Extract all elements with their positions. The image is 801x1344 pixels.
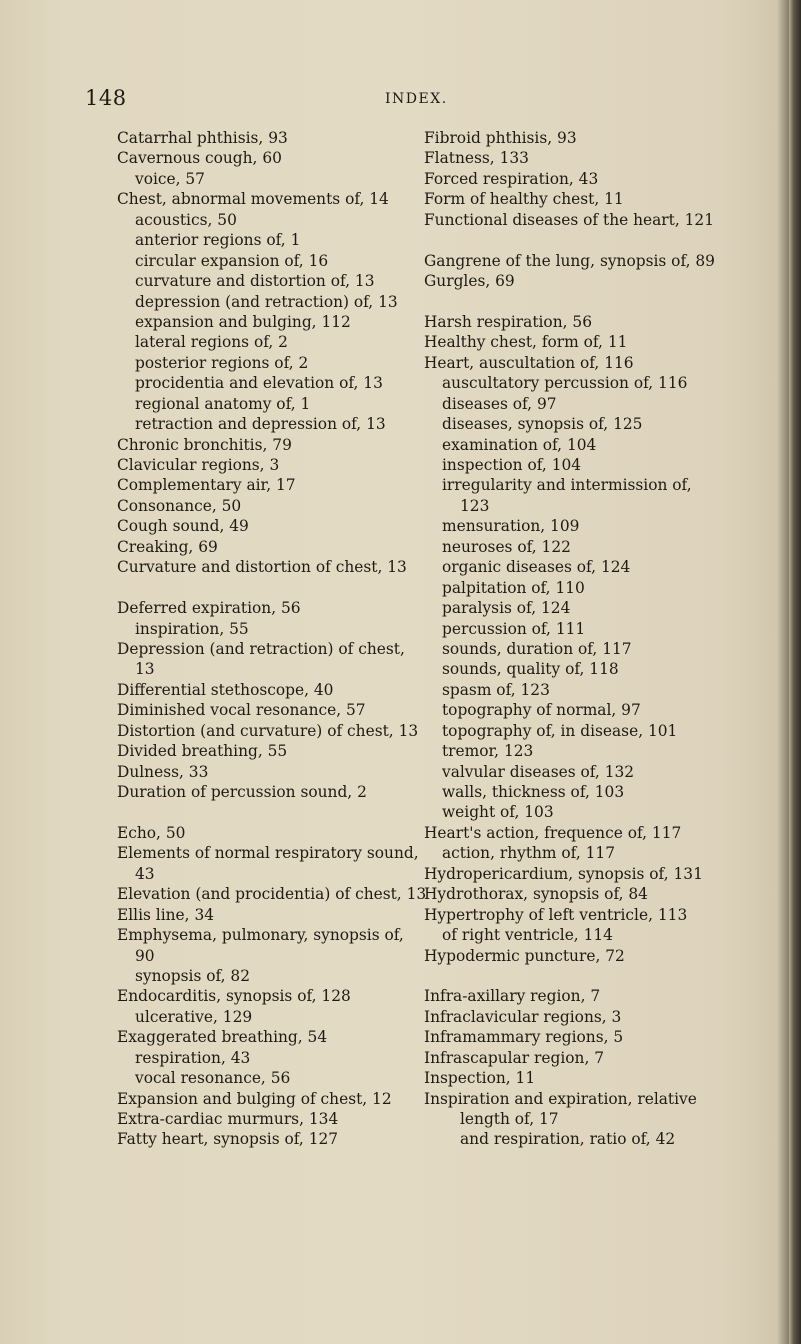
index-subentry: inspiration, 55 [135,619,249,638]
section-gap [117,578,417,598]
index-entry: Deferred expiration, 56 [117,599,301,618]
index-subentry: examination of, 104 [442,435,597,454]
index-entry: Chronic bronchitis, 79 [117,435,292,454]
index-entry: Cavernous cough, 60 [117,149,282,168]
index-subentry: sounds, quality of, 118 [442,660,619,679]
index-subentry: voice, 57 [135,169,205,188]
section-gap [424,966,784,986]
index-subentry: valvular diseases of, 132 [442,762,635,781]
index-subentry: irregularity and intermission of, [442,476,692,495]
page-header [0,86,790,116]
index-entry: Elements of normal respiratory sound, [117,844,419,863]
index-subentry: mensuration, 109 [442,517,580,536]
index-entry: Divided breathing, 55 [117,742,288,761]
index-entry: Gangrene of the lung, synopsis of, 89 [424,251,715,270]
index-entry: Infra-axillary region, 7 [424,987,601,1006]
index-entry: Fatty heart, synopsis of, 127 [117,1130,339,1149]
index-entry: Creaking, 69 [117,537,218,556]
index-subentry: depression (and retraction) of, 13 [135,292,398,311]
index-entry: Cough sound, 49 [117,517,249,536]
index-entry: Clavicular regions, 3 [117,456,280,474]
index-subentry: lateral regions of, 2 [135,333,288,352]
index-entry: Diminished vocal resonance, 57 [117,701,366,720]
index-entry: Hypodermic puncture, 72 [424,946,625,965]
index-subentry: paralysis of, 124 [442,599,571,618]
index-entry: Form of healthy chest, 11 [424,190,624,209]
index-entry: Inframammary regions, 5 [424,1028,624,1047]
index-subentry: synopsis of, 82 [135,966,251,985]
index-subentry: respiration, 43 [135,1048,251,1067]
index-subentry: spasm of, 123 [442,680,550,699]
index-entry: Inspiration and expiration, relative [424,1089,697,1108]
index-entry: Inspection, 11 [424,1069,536,1088]
index-subentry: topography of normal, 97 [442,701,641,720]
index-entry: Ellis line, 34 [117,905,215,924]
index-column-left [117,128,427,1150]
section-gap [424,230,784,250]
index-subentry: anterior regions of, 1 [135,231,301,250]
index-entry: Emphysema, pulmonary, synopsis of, [117,926,404,945]
index-column-right [424,128,784,1150]
index-subentry: posterior regions of, 2 [135,353,309,372]
index-entry: Functional diseases of the heart, 121 [424,210,715,229]
index-entry: Gurgles, 69 [424,272,515,291]
section-gap [424,292,784,312]
index-subentry: curvature and distortion of, 13 [135,272,375,291]
index-entry: Chest, abnormal movements of, 14 [117,190,389,209]
index-subentry: length of, 17 [460,1110,559,1128]
index-entry: Echo, 50 [117,823,186,842]
index-subentry: and respiration, ratio of, 42 [460,1130,676,1149]
index-subentry: circular expansion of, 16 [135,251,329,270]
index-entry: Hydrothorax, synopsis of, 84 [424,885,648,904]
page-edge-shadow [789,0,801,1344]
index-subentry: procidentia and elevation of, 13 [135,374,383,393]
index-entry: Differential stethoscope, 40 [117,680,334,699]
index-entry: Complementary air, 17 [117,476,296,495]
index-subentry: weight of, 103 [442,803,554,822]
index-entry: Heart, auscultation of, 116 [424,353,634,372]
index-subentry: 123 [460,496,490,515]
index-entry: Extra-cardiac murmurs, 134 [117,1110,339,1128]
index-entry: Infrascapular region, 7 [424,1048,605,1067]
index-subentry: neuroses of, 122 [442,537,571,556]
index-subentry: 43 [135,864,155,883]
index-subentry: acoustics, 50 [135,210,237,229]
index-entry: Dulness, 33 [117,762,209,781]
index-entry: Elevation (and procidentia) of chest, 13 [117,885,427,904]
index-subentry: of right ventricle, 114 [442,926,613,945]
index-subentry: vocal resonance, 56 [135,1069,291,1088]
index-entry: Exaggerated breathing, 54 [117,1028,328,1047]
index-subentry: 13 [135,660,155,679]
index-subentry: inspection of, 104 [442,456,582,474]
index-subentry: organic diseases of, 124 [442,558,631,577]
index-entry: Harsh respiration, 56 [424,312,592,331]
index-entry: Expansion and bulging of chest, 12 [117,1089,392,1108]
index-subentry: retraction and depression of, 13 [135,415,386,434]
running-head: INDEX. [385,91,448,107]
index-subentry: tremor, 123 [442,742,534,761]
index-entry: Flatness, 133 [424,149,529,168]
index-entry: Hydropericardium, synopsis of, 131 [424,864,703,883]
index-subentry: regional anatomy of, 1 [135,394,311,413]
index-subentry: ulcerative, 129 [135,1007,253,1026]
index-entry: Endocarditis, synopsis of, 128 [117,987,351,1006]
index-subentry: walls, thickness of, 103 [442,783,625,801]
index-entry: Fibroid phthisis, 93 [424,129,577,147]
index-entry: Consonance, 50 [117,496,242,515]
index-subentry: action, rhythm of, 117 [442,844,615,863]
page-number: 148 [85,86,127,110]
index-entry: Catarrhal phthisis, 93 [117,129,288,147]
index-subentry: percussion of, 111 [442,619,586,638]
index-entry: Hypertrophy of left ventricle, 113 [424,905,688,924]
index-entry: Depression (and retraction) of chest, [117,639,405,658]
section-gap [117,802,417,822]
index-entry: Distortion (and curvature) of chest, 13 [117,721,419,740]
index-subentry: topography of, in disease, 101 [442,721,678,740]
index-subentry: auscultatory percussion of, 116 [442,374,688,393]
index-subentry: diseases, synopsis of, 125 [442,415,643,434]
index-subentry: sounds, duration of, 117 [442,639,632,658]
index-subentry: 90 [135,946,155,965]
index-subentry: palpitation of, 110 [442,578,585,597]
index-subentry: expansion and bulging, 112 [135,312,351,331]
index-entry: Infraclavicular regions, 3 [424,1007,622,1026]
index-entry: Curvature and distortion of chest, 13 [117,558,407,577]
index-subentry: diseases of, 97 [442,394,557,413]
index-entry: Heart's action, frequence of, 117 [424,823,682,842]
index-entry: Forced respiration, 43 [424,169,599,188]
index-entry: Duration of percussion sound, 2 [117,783,367,801]
index-entry: Healthy chest, form of, 11 [424,333,628,352]
